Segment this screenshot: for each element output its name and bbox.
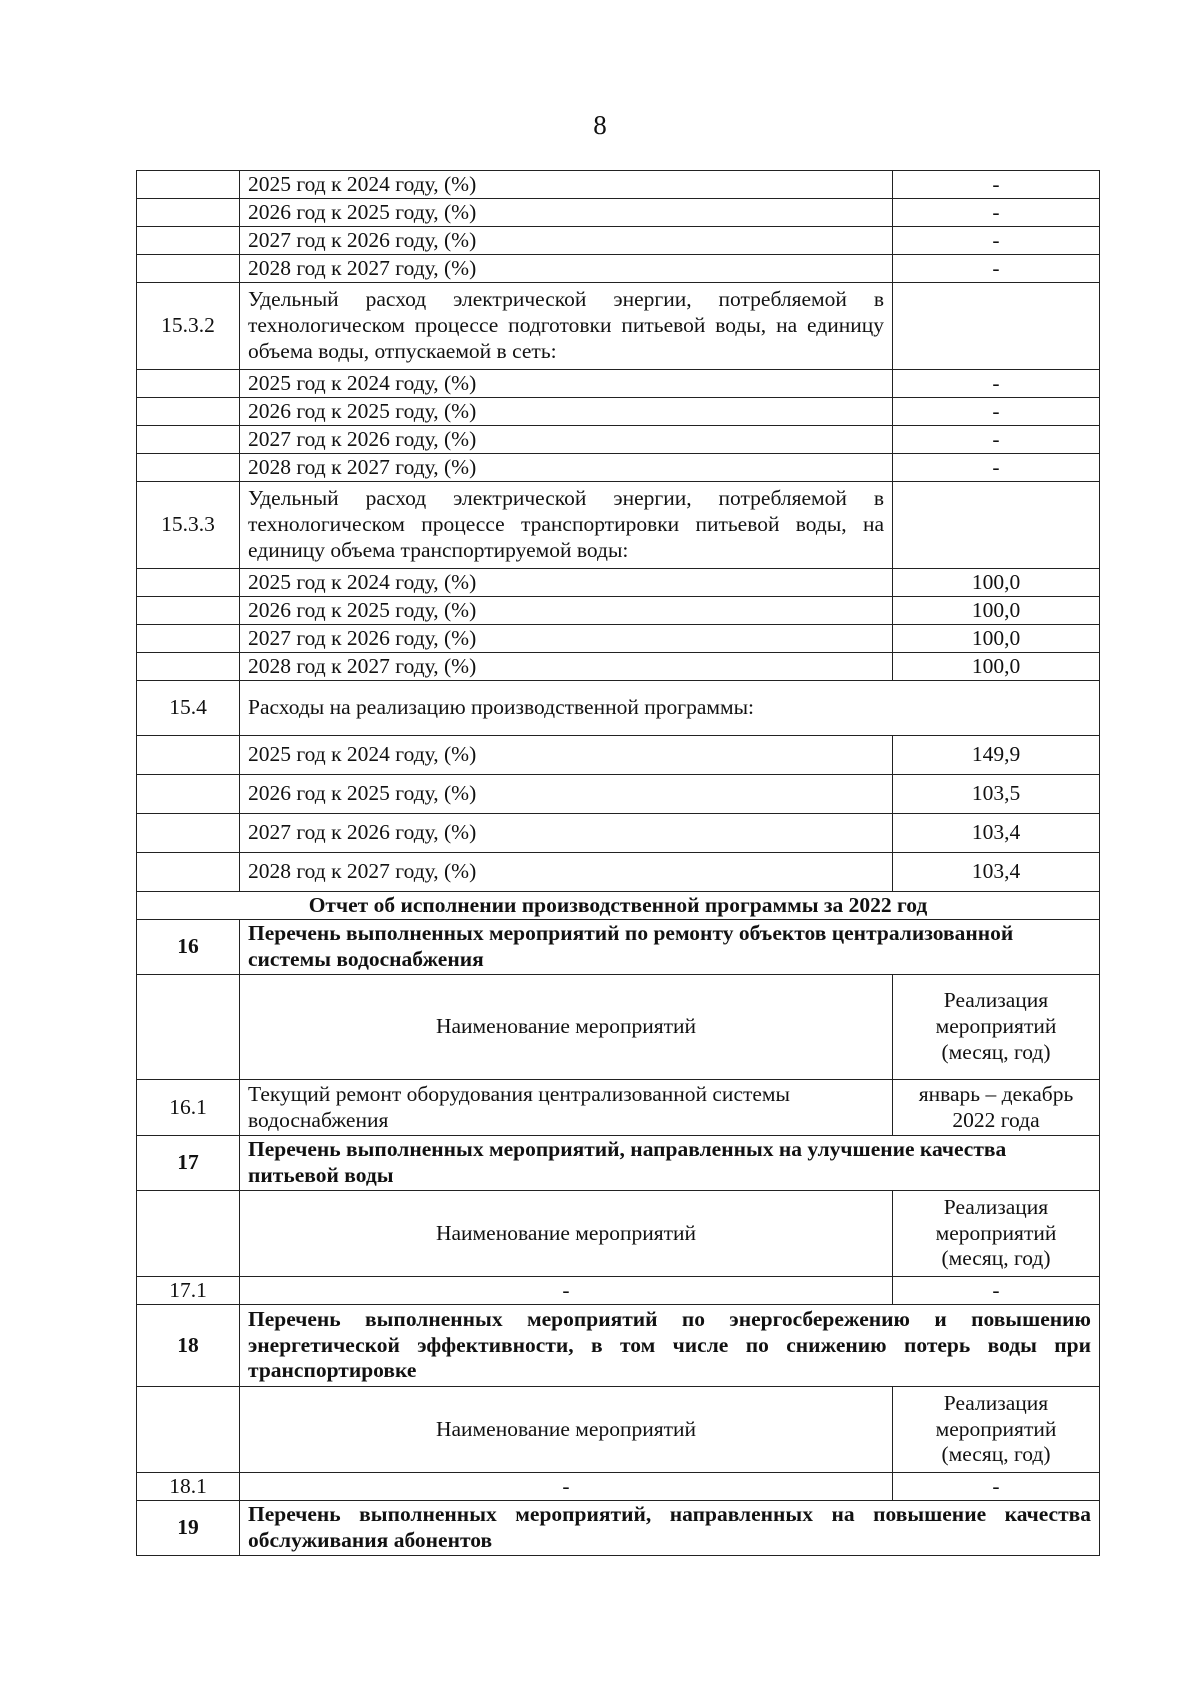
row-number [137, 569, 240, 597]
table-row [137, 853, 1100, 892]
table-row [137, 227, 1100, 255]
period-cell: 2026 год к 2025 году, (%) [240, 597, 893, 625]
row-number [137, 199, 240, 227]
column-header-row [137, 1191, 1100, 1277]
section-header-row [137, 283, 1100, 370]
section-header-row [137, 1501, 1100, 1556]
table-row [137, 454, 1100, 482]
row-number [137, 853, 240, 892]
table-row [137, 370, 1100, 398]
measure-period: январь – декабрь 2022 года [893, 1080, 1100, 1136]
section-header-row [137, 482, 1100, 569]
period-cell: 2028 год к 2027 году, (%) [240, 255, 893, 283]
value-cell: 103,4 [893, 853, 1100, 892]
row-number [137, 1387, 240, 1473]
section-header-row [137, 920, 1100, 975]
column-header-realization: Реализация мероприятий (месяц, год) [893, 1191, 1100, 1277]
row-number [137, 625, 240, 653]
value-cell: 103,4 [893, 814, 1100, 853]
value-cell: 149,9 [893, 736, 1100, 775]
section-title: Перечень выполненных мероприятий по ремонту объектов централизованной системы водоснабжения [240, 920, 1100, 975]
period-cell: 2026 год к 2025 году, (%) [240, 398, 893, 426]
measure-period: - [893, 1277, 1100, 1305]
table-row [137, 625, 1100, 653]
table-row [137, 775, 1100, 814]
period-cell: 2028 год к 2027 году, (%) [240, 454, 893, 482]
period-cell: 2025 год к 2024 году, (%) [240, 171, 893, 199]
table-row [137, 1277, 1100, 1305]
value-cell: 100,0 [893, 597, 1100, 625]
table-row [137, 814, 1100, 853]
section-header-row [137, 681, 1100, 736]
report-heading: Отчет об исполнении производственной программы за 2022 год [137, 892, 1100, 920]
section-number: 16 [137, 920, 240, 975]
value-cell: - [893, 370, 1100, 398]
section-title: Перечень выполненных мероприятий по энергосбережению и повышению энергетической эффективности, в том числе по снижению потерь воды при транспортировке [240, 1305, 1100, 1387]
table-row [137, 736, 1100, 775]
section-number: 17 [137, 1136, 240, 1191]
column-header-realization: Реализация мероприятий (месяц, год) [893, 1387, 1100, 1473]
value-cell: - [893, 255, 1100, 283]
period-cell: 2026 год к 2025 году, (%) [240, 775, 893, 814]
section-number: 15.3.2 [137, 283, 240, 370]
value-cell: 100,0 [893, 625, 1100, 653]
section-title: Перечень выполненных мероприятий, направленных на улучшение качества питьевой воды [240, 1136, 1100, 1191]
column-header-row [137, 975, 1100, 1080]
value-cell: - [893, 199, 1100, 227]
period-cell: 2028 год к 2027 году, (%) [240, 853, 893, 892]
table-row [137, 426, 1100, 454]
section-title: Удельный расход электрической энергии, потребляемой в технологическом процессе транспортировки питьевой воды, на единицу объема транспортируемой воды: [240, 482, 893, 569]
period-cell: 2028 год к 2027 году, (%) [240, 653, 893, 681]
page-number: 8 [593, 110, 607, 140]
value-cell: - [893, 227, 1100, 255]
table-row [137, 1080, 1100, 1136]
period-cell: 2025 год к 2024 году, (%) [240, 736, 893, 775]
row-number [137, 370, 240, 398]
period-cell: 2026 год к 2025 году, (%) [240, 199, 893, 227]
section-title: Удельный расход электрической энергии, потребляемой в технологическом процессе подготовки питьевой воды, на единицу объема воды, отпускаемой в сеть: [240, 283, 893, 370]
period-cell: 2027 год к 2026 году, (%) [240, 814, 893, 853]
row-number [137, 426, 240, 454]
row-number [137, 597, 240, 625]
row-number [137, 975, 240, 1080]
row-number [137, 255, 240, 283]
section-header-row [137, 1136, 1100, 1191]
value-cell: 100,0 [893, 653, 1100, 681]
period-cell: 2025 год к 2024 году, (%) [240, 569, 893, 597]
row-number [137, 171, 240, 199]
table-row [137, 1473, 1100, 1501]
measure-period: - [893, 1473, 1100, 1501]
section-title: Перечень выполненных мероприятий, направленных на повышение качества обслуживания абонентов [240, 1501, 1100, 1556]
period-cell: 2027 год к 2026 году, (%) [240, 625, 893, 653]
report-heading-row [137, 892, 1100, 920]
row-number [137, 454, 240, 482]
measure-name: - [240, 1473, 893, 1501]
row-number [137, 1191, 240, 1277]
row-number: 16.1 [137, 1080, 240, 1136]
table-row [137, 199, 1100, 227]
value-cell [893, 482, 1100, 569]
value-cell: - [893, 398, 1100, 426]
row-number [137, 398, 240, 426]
period-cell: 2027 год к 2026 году, (%) [240, 227, 893, 255]
value-cell [893, 283, 1100, 370]
section-number: 19 [137, 1501, 240, 1556]
table-row [137, 255, 1100, 283]
row-number [137, 736, 240, 775]
section-header-row [137, 1305, 1100, 1387]
measure-name: - [240, 1277, 893, 1305]
measure-name: Текущий ремонт оборудования централизованной системы водоснабжения [240, 1080, 893, 1136]
column-header-row [137, 1387, 1100, 1473]
period-cell: 2025 год к 2024 году, (%) [240, 370, 893, 398]
row-number: 18.1 [137, 1473, 240, 1501]
section-number: 15.3.3 [137, 482, 240, 569]
period-cell: 2027 год к 2026 году, (%) [240, 426, 893, 454]
row-number: 17.1 [137, 1277, 240, 1305]
value-cell: 103,5 [893, 775, 1100, 814]
table-row [137, 569, 1100, 597]
value-cell: - [893, 171, 1100, 199]
section-title: Расходы на реализацию производственной программы: [240, 681, 1100, 736]
table-row [137, 597, 1100, 625]
table-row [137, 171, 1100, 199]
column-header-name: Наименование мероприятий [240, 1191, 893, 1277]
row-number [137, 814, 240, 853]
value-cell: 100,0 [893, 569, 1100, 597]
column-header-name: Наименование мероприятий [240, 975, 893, 1080]
column-header-realization: Реализация мероприятий (месяц, год) [893, 975, 1100, 1080]
row-number [137, 775, 240, 814]
table-row [137, 653, 1100, 681]
row-number [137, 227, 240, 255]
section-number: 15.4 [137, 681, 240, 736]
column-header-name: Наименование мероприятий [240, 1387, 893, 1473]
table-row [137, 398, 1100, 426]
row-number [137, 653, 240, 681]
value-cell: - [893, 454, 1100, 482]
value-cell: - [893, 426, 1100, 454]
program-table [136, 170, 1100, 1556]
section-number: 18 [137, 1305, 240, 1387]
